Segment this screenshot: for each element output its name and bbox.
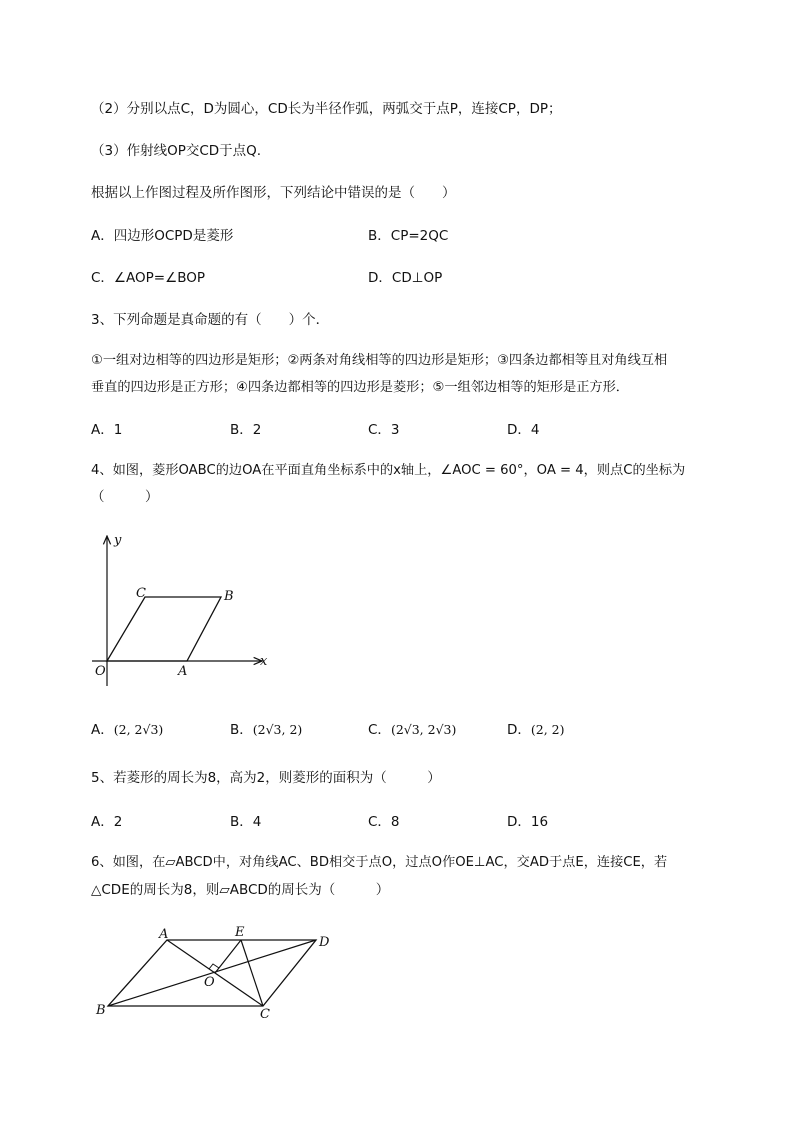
q5-option-c: C．8 [368, 814, 400, 830]
q3-body-line2: 垂直的四边形是正方形；④四条边都相等的四边形是菱形；⑤一组邻边相等的矩形是正方形． [91, 380, 629, 395]
diagonal-bd [108, 940, 316, 1006]
right-angle-mark [209, 964, 219, 969]
label-y: y [114, 533, 122, 548]
q3-option-c: C．3 [368, 422, 400, 438]
rhombus-oabc [107, 597, 221, 661]
label-b: B [96, 1003, 106, 1018]
q6-stem-line2: △CDE的周长为8，则▱ABCD的周长为（ ） [91, 882, 390, 898]
q3-option-a: A．1 [91, 422, 123, 438]
q2-option-d: D．CD⊥OP [368, 270, 443, 286]
q2-option-c: C．∠AOP=∠BOP [91, 270, 205, 286]
label-a: A [159, 927, 169, 942]
q5-option-b: B．4 [230, 814, 262, 830]
q4-rhombus-figure [88, 530, 288, 690]
q4-option-c [368, 720, 456, 740]
q4-option-a-prefix: A． [91, 722, 114, 738]
q4-option-b-prefix: B． [230, 722, 253, 738]
label-x: x [260, 654, 268, 669]
q3-body-line1: ①一组对边相等的四边形是矩形；②两条对角线相等的四边形是矩形；③四条边都相等且对角线互相 [91, 353, 668, 368]
label-c: C [136, 586, 146, 601]
q4-option-a-value: (2, 2√3) [113, 722, 164, 737]
q2-option-b: B．CP=2QC [368, 228, 449, 244]
q5-stem: 5、若菱形的周长为8，高为2，则菱形的面积为（ ） [91, 770, 441, 786]
q5-option-d: D．16 [507, 814, 549, 830]
label-o: O [95, 664, 106, 679]
q3-stem: 3、下列命题是真命题的有（ ）个． [91, 312, 330, 328]
q4-option-c-value: (2√3, 2√3) [390, 722, 457, 737]
q2-step2: （2）分别以点C，D为圆心，CD长为半径作弧，两弧交于点P，连接CP，DP； [91, 101, 562, 117]
label-b: B [224, 589, 234, 604]
q4-option-b-value: (2√3, 2) [252, 722, 303, 737]
segment-ce [241, 940, 263, 1006]
q4-option-c-prefix: C． [368, 722, 391, 738]
q5-option-a: A．2 [91, 814, 123, 830]
q3-option-b: B．2 [230, 422, 262, 438]
q4-option-b [230, 720, 302, 740]
q4-stem-line1: 4、如图，菱形OABC的边OA在平面直角坐标系中的x轴上，∠AOC = 60°，OA = 4，则点C的坐标为 [91, 463, 686, 478]
label-a: A [178, 664, 188, 679]
q4-option-d-value: (2, 2) [530, 722, 565, 737]
label-o: O [204, 975, 215, 990]
label-e: E [235, 925, 245, 940]
q2-step3: （3）作射线OP交CD于点Q. [91, 143, 262, 159]
q4-stem-line2: （ ） [91, 489, 159, 505]
label-d: D [319, 935, 330, 950]
label-c: C [260, 1007, 270, 1022]
q3-option-d: D．4 [507, 422, 540, 438]
q4-option-a [91, 720, 163, 740]
q4-option-d [507, 720, 565, 740]
q2-option-a: A．四边形OCPD是菱形 [91, 228, 234, 244]
q6-parallelogram-figure [90, 922, 350, 1032]
q4-option-d-prefix: D． [507, 722, 531, 738]
q2-question: 根据以上作图过程及所作图形，下列结论中错误的是（ ） [91, 185, 456, 201]
q6-stem-line1: 6、如图，在▱ABCD中，对角线AC、BD相交于点O，过点O作OE⊥AC，交AD于点E，连接CE，若 [91, 855, 668, 870]
